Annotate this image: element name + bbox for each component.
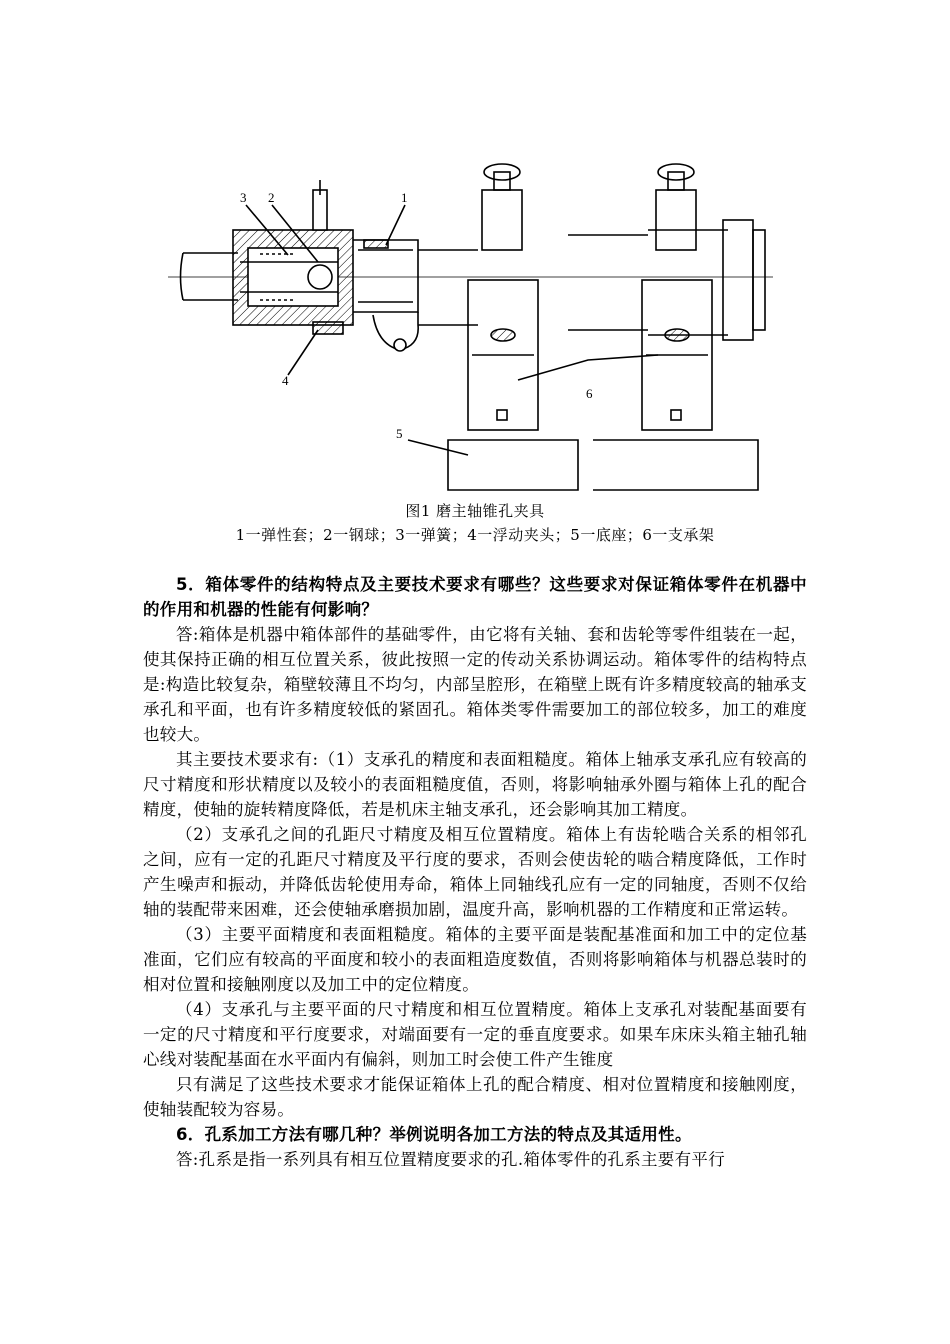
figure-legend: 1一弹性套；2一钢球；3一弹簧；4一浮动夹头；5一底座；6一支承架 — [235, 526, 715, 544]
answer-paragraph: 答:孔系是指一系列具有相互位置精度要求的孔.箱体零件的孔系主要有平行 — [176, 1150, 726, 1169]
question-5: 5．箱体零件的结构特点及主要技术要求有哪些？这些要求对保证箱体零件在机器中的作用和机器的性能有何影响？ — [143, 575, 807, 619]
answer-paragraph: （3）主要平面精度和表面粗糙度。箱体的主要平面是装配基准面和加工中的定位基准面，它们应有较高的平面度和较小的表面粗造度数值，否则将影响箱体与机器总装时的相对位置和接触刚度以及加工中的定位精度。 — [143, 925, 807, 994]
label-3: 3 — [240, 190, 247, 205]
answer-paragraph: 其主要技术要求有:（1）支承孔的精度和表面粗糙度。箱体上轴承支承孔应有较高的尺寸精度和形状精度以及较小的表面粗糙度值，否则，将影响轴承外圈与箱体上孔的配合精度，使轴的旋转精度降低，若是机床主轴支承孔，还会影响其加工精度。 — [143, 750, 807, 819]
question-6: 6．孔系加工方法有哪几种？举例说明各加工方法的特点及其适用性。 — [176, 1125, 692, 1144]
answer-paragraph: （2）支承孔之间的孔距尺寸精度及相互位置精度。箱体上有齿轮啮合关系的相邻孔之间，应有一定的孔距尺寸精度及平行度的要求，否则会使齿轮的啮合精度降低，工作时产生噪声和振动，并降低齿轮使用寿命，箱体上同轴线孔应有一定的同轴度，否则不仅给轴的装配带来困难，还会使轴承磨损加剧，温度升高，影响机器的工作精度和正常运转。 — [143, 825, 807, 919]
label-1: 1 — [401, 190, 408, 205]
figure-caption: 图1 磨主轴锥孔夹具 — [405, 502, 545, 520]
fixture-drawing — [168, 150, 788, 495]
label-5: 5 — [396, 426, 403, 441]
body-text — [143, 572, 807, 1172]
answer-paragraph: 答:箱体是机器中箱体部件的基础零件，由它将有关轴、套和齿轮等零件组装在一起，使其保持正确的相互位置关系，彼此按照一定的传动关系协调运动。箱体零件的结构特点是:构造比较复杂，箱壁较薄且不均匀，内部呈腔形，在箱壁上既有许多精度较高的轴承支承孔和平面，也有许多精度较低的紧固孔。箱体类零件需要加工的部位较多，加工的难度也较大。 — [143, 625, 807, 744]
label-2: 2 — [268, 190, 275, 205]
label-6: 6 — [586, 386, 593, 401]
answer-paragraph: 只有满足了这些技术要求才能保证箱体上孔的配合精度、相对位置精度和接触刚度，使轴装配较为容易。 — [143, 1075, 807, 1119]
label-4: 4 — [282, 373, 289, 388]
answer-paragraph: （4）支承孔与主要平面的尺寸精度和相互位置精度。箱体上支承孔对装配基面要有一定的尺寸精度和平行度要求，对端面要有一定的垂直度要求。如果车床床头箱主轴孔轴心线对装配基面在水平面内有偏斜，则加工时会使工件产生锥度 — [143, 1000, 807, 1069]
